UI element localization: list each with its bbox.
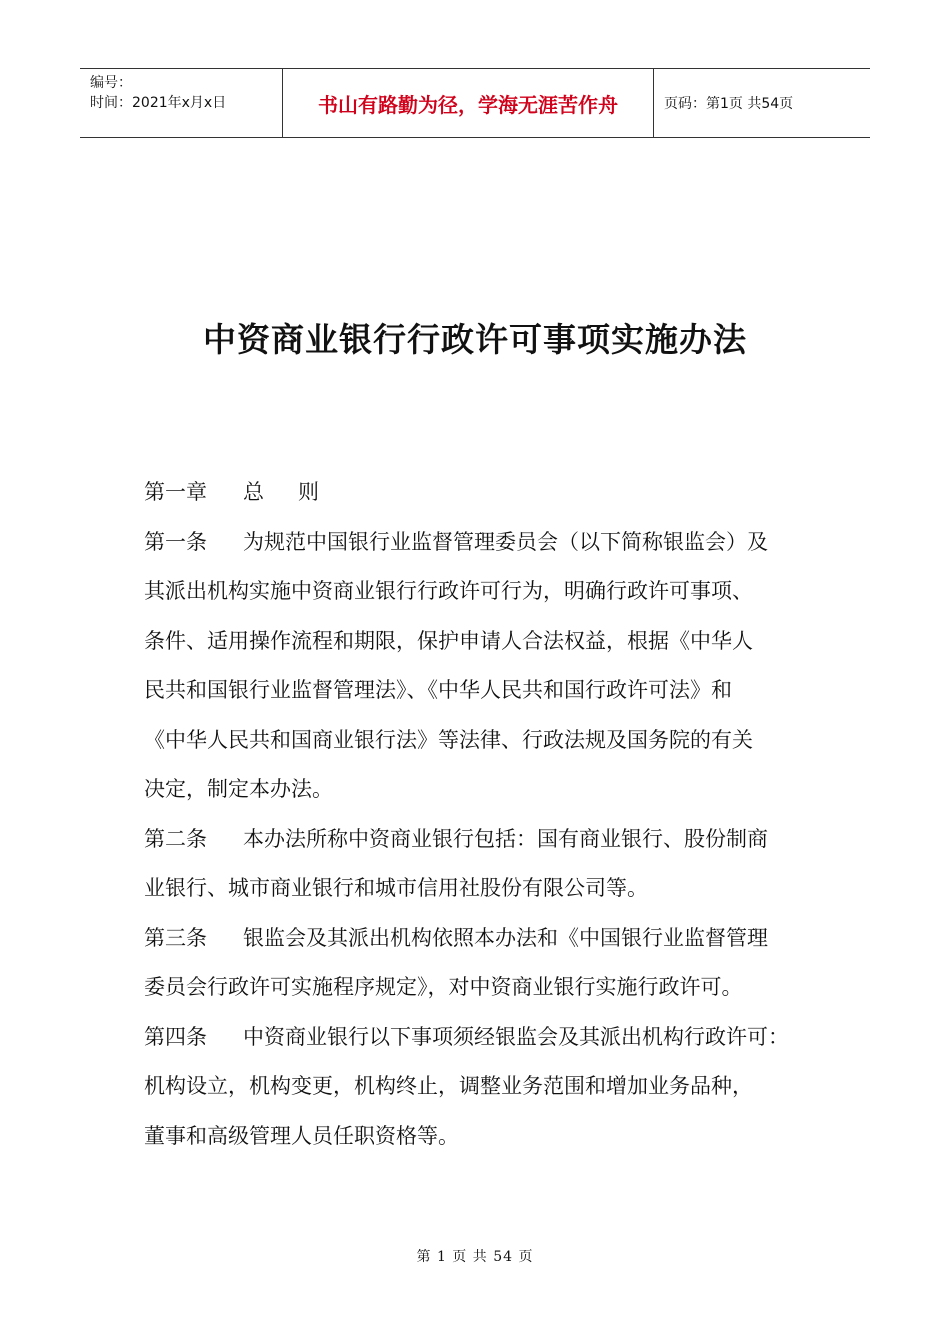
- article-1-text-1: 为规范中国银行业监督管理委员会（以下简称银监会）及: [243, 529, 768, 554]
- article-1-line-2: 其派出机构实施中资商业银行行政许可行为，明确行政许可事项、: [144, 579, 753, 603]
- article-1-line-5: 《中华人民共和国商业银行法》等法律、行政法规及国务院的有关: [144, 727, 753, 752]
- article-3-line-1: [144, 914, 824, 964]
- document-number-label: 编号：: [90, 75, 132, 91]
- article-3-label: 第三条: [144, 925, 207, 950]
- article-1-line-3: 条件、适用操作流程和期限，保护申请人合法权益，根据《中华人: [144, 628, 753, 653]
- article-3-line-2: 委员会行政许可实施程序规定》，对中资商业银行实施行政许可。: [144, 975, 743, 999]
- article-1-line-1: [144, 518, 824, 568]
- header-page-info: 页码：第1页 共54页: [664, 96, 794, 112]
- article-3-text-1: 银监会及其派出机构依照本办法和《中国银行业监督管理: [243, 925, 768, 950]
- article-4-line-2: 机构设立，机构变更，机构终止，调整业务范围和增加业务品种，: [144, 1074, 753, 1098]
- document-title: 中资商业银行行政许可事项实施办法: [203, 320, 747, 359]
- header-meta: [80, 69, 282, 137]
- article-1-label: 第一条: [144, 529, 207, 554]
- header-motto: 书山有路勤为径，学海无涯苦作舟: [282, 69, 654, 137]
- chapter-heading: [144, 468, 824, 518]
- article-2-label: 第二条: [144, 826, 207, 851]
- document-time-label: 时间：2021年x月x日: [90, 95, 227, 111]
- article-4-line-3: 董事和高级管理人员任职资格等。: [144, 1123, 459, 1148]
- document-body: [144, 468, 824, 1161]
- chapter-name-2: 则: [298, 480, 319, 504]
- article-2-line-2: 业银行、城市商业银行和城市信用社股份有限公司等。: [144, 876, 648, 900]
- article-2-text-1: 本办法所称中资商业银行包括：国有商业银行、股份制商: [243, 826, 768, 851]
- article-4-line-1: [144, 1013, 824, 1063]
- chapter-name-1: 总: [243, 480, 264, 504]
- chapter-label: 第一章: [144, 480, 207, 504]
- page-footer: 第 1 页 共 54 页: [416, 1249, 534, 1265]
- article-4-label: 第四条: [144, 1024, 207, 1049]
- page-header: [80, 68, 870, 138]
- article-1-line-4: 民共和国银行业监督管理法》、《中华人民共和国行政许可法》和: [144, 678, 732, 702]
- article-2-line-1: [144, 815, 824, 865]
- article-4-text-1: 中资商业银行以下事项须经银监会及其派出机构行政许可：: [243, 1024, 789, 1049]
- article-1-line-6: 决定，制定本办法。: [144, 777, 333, 801]
